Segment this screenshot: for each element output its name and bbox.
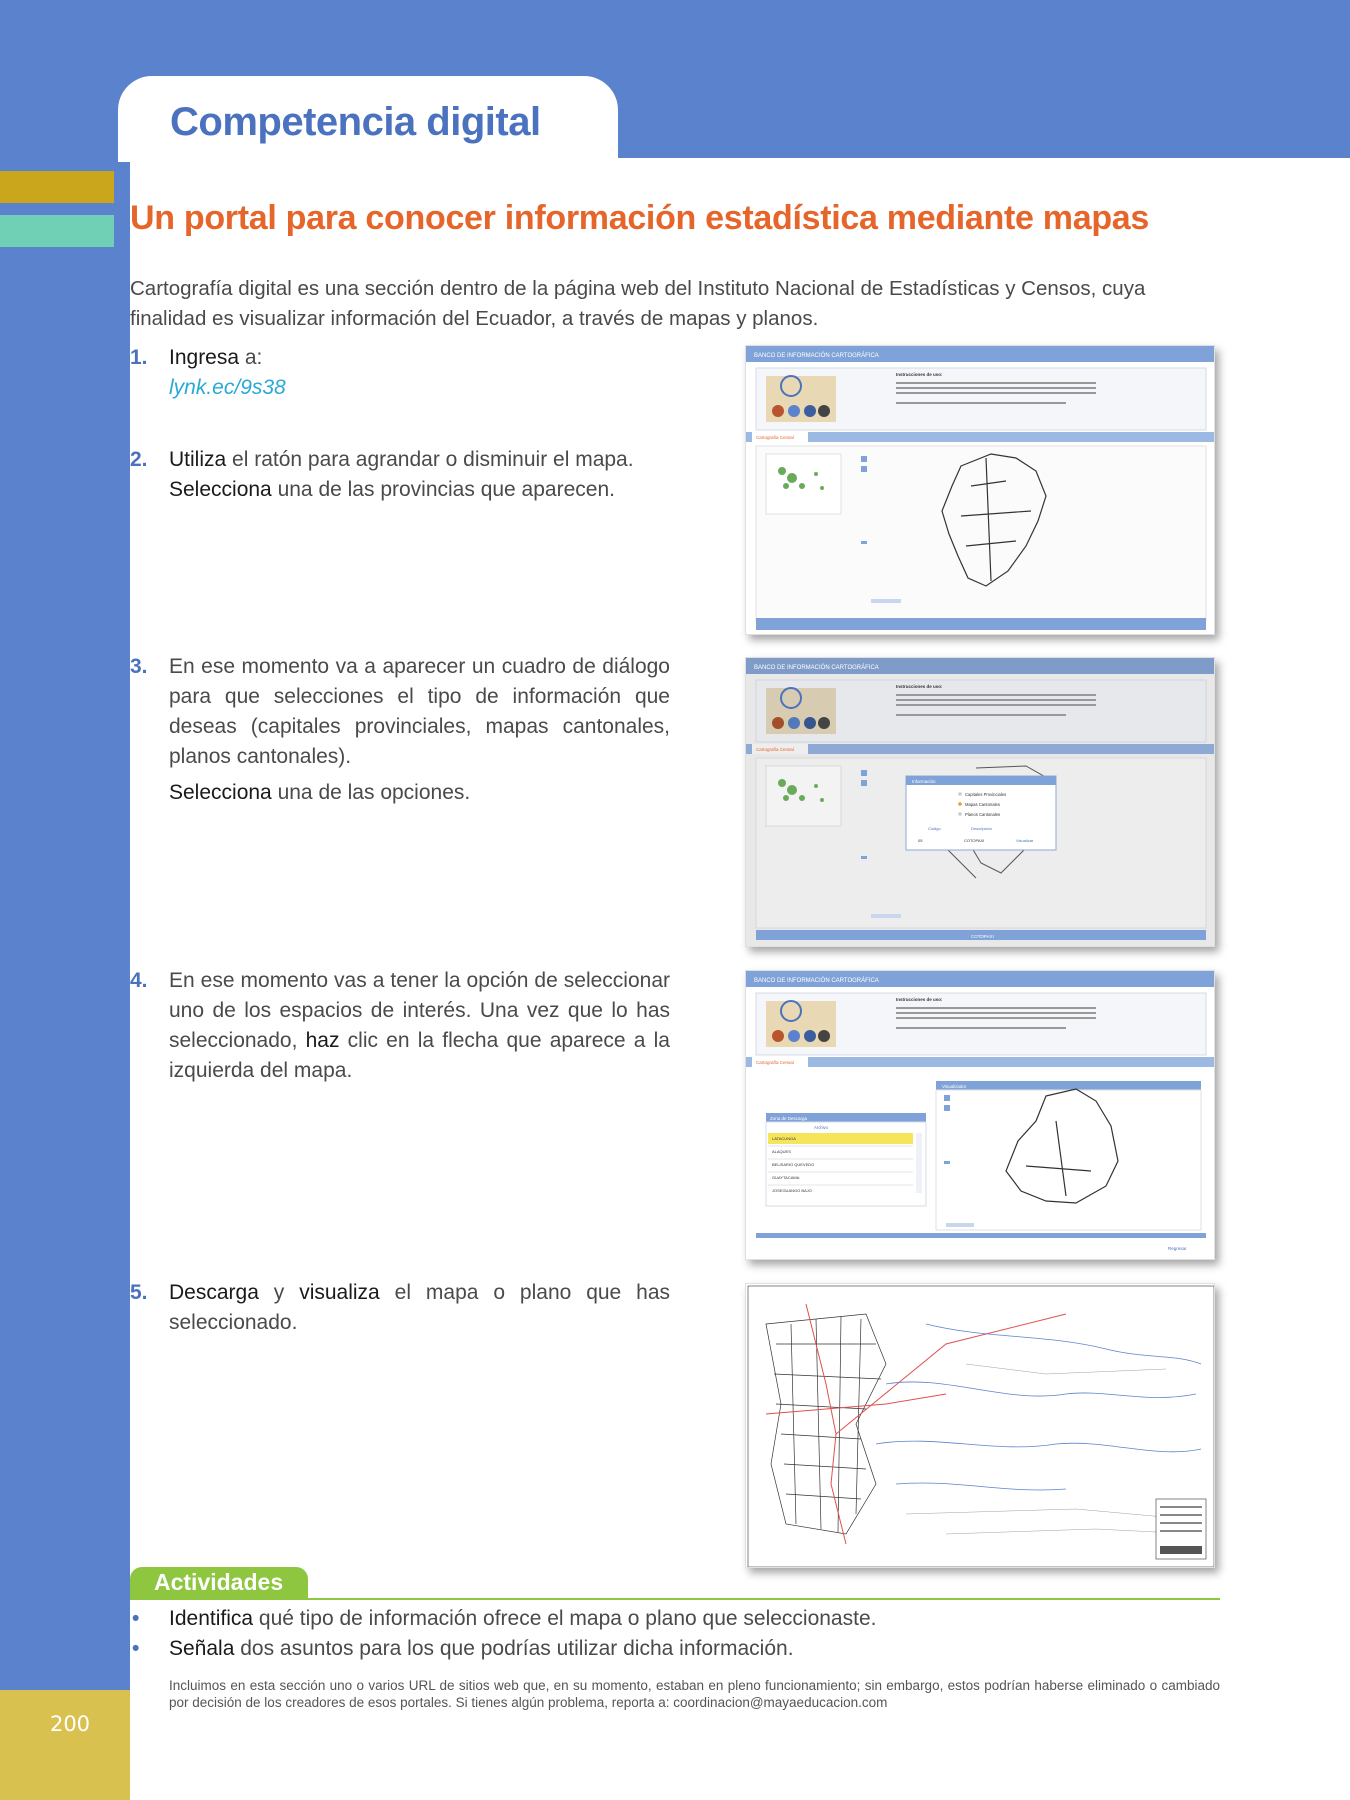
activity-text: dos asuntos para los que podrías utilizar dicha información. xyxy=(234,1637,794,1660)
download-item: JOSEGUANGO BAJO xyxy=(772,1188,812,1193)
portal-link[interactable]: lynk.ec/9s38 xyxy=(169,376,286,399)
step-number: 5. xyxy=(130,1281,148,1304)
step-2 xyxy=(130,445,670,505)
page-number: 200 xyxy=(49,1712,91,1736)
step-1 xyxy=(130,343,670,403)
dialog-title: Información xyxy=(912,779,936,784)
intro-paragraph: Cartografía digital es una sección dentro de la página web del Instituto Nacional de Estadísticas y Censos, cuya finalidad es visualizar información del Ecuador, a través de mapas y planos. xyxy=(130,277,1146,330)
dialog-option: Mapas Cantonales xyxy=(965,802,1000,807)
step-4 xyxy=(130,966,670,1086)
instructions-title: Instrucciones de uso: xyxy=(896,997,943,1002)
step-number: 2. xyxy=(130,448,148,471)
map-logo-icon xyxy=(766,688,836,734)
step-text: una de las opciones. xyxy=(271,781,471,804)
download-col: Archivo xyxy=(814,1125,828,1130)
step-number: 4. xyxy=(130,969,148,992)
panel-header: BANCO DE INFORMACIÓN CARTOGRÁFICA xyxy=(754,665,879,671)
map-logo-icon xyxy=(766,1001,836,1047)
step-verb: visualiza xyxy=(299,1281,380,1304)
dialog-desc: COTOPAXI xyxy=(964,838,985,843)
step-verb: Selecciona xyxy=(169,478,272,501)
step-verb: Selecciona xyxy=(169,781,272,804)
back-button: Regresar xyxy=(1168,1246,1187,1251)
step-verb: Utiliza xyxy=(169,448,227,471)
decorative-stripe-teal xyxy=(0,215,114,247)
activity-item xyxy=(130,1604,1220,1634)
tab-label: Cartografía Censal xyxy=(756,747,794,752)
step-text: clic en la flecha que aparece a la izquierda del mapa. xyxy=(169,1029,670,1082)
section-title: Competencia digital xyxy=(170,100,541,144)
instructions-title: Instrucciones de uso: xyxy=(896,684,943,689)
viewer-title: Visualizador xyxy=(942,1084,967,1089)
step-text: una de las provincias que aparecen. xyxy=(271,478,615,501)
step-verb: haz xyxy=(305,1029,340,1052)
step-text: y xyxy=(258,1281,300,1304)
footer-label: COTOPAXI xyxy=(971,934,994,939)
url-disclaimer-note: Incluimos en esta sección uno o varios URL de sitios web que, en su momento, estaban en pleno funcionamiento; sin embargo, estos podrían haberse eliminado o cambiado por decisión de los creadores de esos portales. Si tienes algún problema, reporta a: coordinacion@mayaeducacion.com xyxy=(169,1678,1220,1710)
step-verb: Descarga xyxy=(169,1281,259,1304)
step-5 xyxy=(130,1278,670,1338)
dialog-col-code: Código xyxy=(928,826,941,831)
download-item: BELISARIO QUEVEDO xyxy=(772,1162,815,1167)
step-text: En ese momento va a aparecer un cuadro de diálogo para que selecciones el tipo de información que deseas (capitales provinciales, mapas cantonales, planos cantonales). xyxy=(169,655,670,768)
step-number: 1. xyxy=(130,346,148,369)
page-headline: Un portal para conocer información estadística mediante mapas xyxy=(130,199,1149,237)
download-item: LATACUNGA xyxy=(772,1136,796,1141)
bullet-icon: • xyxy=(132,1607,140,1630)
tab-label: Cartografía Censal xyxy=(756,435,794,440)
left-color-band xyxy=(0,158,130,1690)
dialog-option: Capitales Provinciales xyxy=(965,792,1007,797)
dialog-visualize-button: Visualizar xyxy=(1016,838,1034,843)
step-number: 3. xyxy=(130,655,148,678)
instructions-title: Instrucciones de uso: xyxy=(896,372,943,377)
step-text: el mapa o plano que has seleccionado. xyxy=(169,1281,670,1334)
step-text: En ese momento vas a tener la opción de seleccionar uno de los espacios de interés. Una vez que lo has seleccionado, xyxy=(169,969,670,1052)
screenshot-download-zone xyxy=(745,970,1215,1260)
step-text: a: xyxy=(239,346,263,369)
dialog-code: 05 xyxy=(918,838,923,843)
step-text: el ratón para agrandar o disminuir el mapa. xyxy=(226,448,634,471)
bullet-icon: • xyxy=(132,1637,140,1660)
activity-verb: Identifica xyxy=(169,1607,254,1630)
activity-text: qué tipo de información ofrece el mapa o plano que seleccionaste. xyxy=(253,1607,877,1630)
download-item: GUAYTACAMA xyxy=(772,1175,800,1180)
map-logo-icon xyxy=(766,376,836,422)
panel-header: BANCO DE INFORMACIÓN CARTOGRÁFICA xyxy=(754,978,879,984)
dialog-option: Planos Cantonales xyxy=(965,812,1001,817)
download-item: ALAQUES xyxy=(772,1149,791,1154)
panel-header: BANCO DE INFORMACIÓN CARTOGRÁFICA xyxy=(754,353,879,359)
screenshot-downloaded-map xyxy=(745,1283,1215,1568)
activities-list xyxy=(130,1604,1220,1664)
screenshot-portal-home xyxy=(745,345,1215,635)
activity-verb: Señala xyxy=(169,1637,235,1660)
step-verb: Ingresa xyxy=(169,346,240,369)
activity-item xyxy=(130,1634,1220,1664)
activities-rule xyxy=(130,1598,1220,1600)
tab-label: Cartografía Censal xyxy=(756,1060,794,1065)
step-3 xyxy=(130,652,670,808)
screenshot-info-dialog xyxy=(745,657,1215,947)
dialog-col-desc: Descripción xyxy=(971,826,992,831)
activities-label: Actividades xyxy=(154,1569,284,1595)
page-number-band xyxy=(0,1690,130,1800)
decorative-stripe-gold xyxy=(0,171,114,203)
download-zone-title: Zona de Descarga xyxy=(770,1116,808,1121)
